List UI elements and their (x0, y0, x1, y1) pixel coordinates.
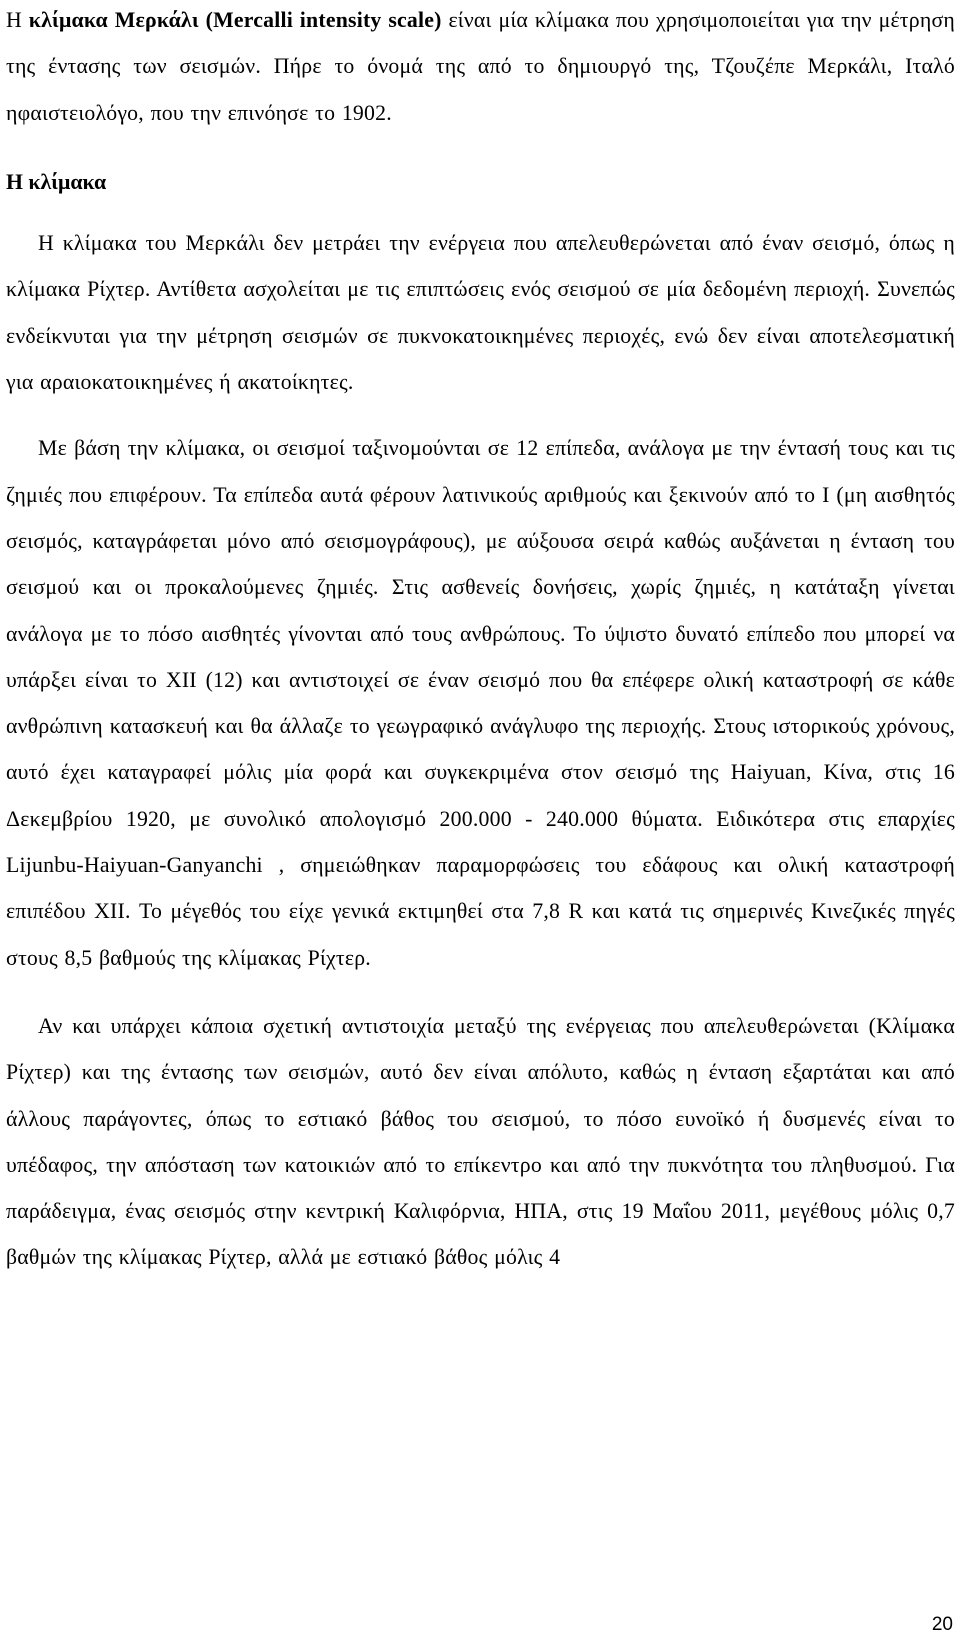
intro-prefix: Η (6, 8, 29, 32)
intro-text: είναι μία κλίμακα που χρησιμοποιείται για την μέτρηση της έντασης των σεισμών. Πήρε το όνομά της από το δημιουργό της, Τζουζέπε Μερκάλι, Ιταλό ηφαιστειολόγο, που την επινόησε το 1902. (6, 8, 955, 125)
paragraph-1: Η κλίμακα του Μερκάλι δεν μετράει την ενέργεια που απελευθερώνεται από έναν σεισμό, όπως η κλίμακα Ρίχτερ. Αντίθετα ασχολείται με τις επιπτώσεις ενός σεισμού σε μία δεδομένη περιοχή. Συνεπώς ενδείκνυται για την μέτρηση σεισμών σε πυκνοκατοικημένες περιοχές, ενώ δεν είναι αποτελεσματική για αραιοκατοικημένες ή ακατοίκητες. (6, 231, 955, 395)
intro-paragraph (6, 0, 955, 136)
paragraph-3: Αν και υπάρχει κάποια σχετική αντιστοιχία μεταξύ της ενέργειας που απελευθερώνεται (Κλίμακα Ρίχτερ) και της έντασης των σεισμών, αυτό δεν είναι απόλυτο, καθώς η ένταση εξαρτάται και από άλλους παράγοντες, όπως το εστιακό βάθος του σεισμού, το πόσο ευνοϊκό ή δυσμενές είναι το υπέδαφος, την απόσταση των κατοικιών από το επίκεντρο και από την πυκνότητα του πληθυσμού. Για παράδειγμα, ένας σεισμός στην κεντρική Καλιφόρνια, ΗΠΑ, στις 19 Μαΐου 2011, μεγέθους μόλις 0,7 βαθμών της κλίμακας Ρίχτερ, αλλά με εστιακό βάθος μόλις 4 (6, 1013, 955, 1270)
document-body (6, 0, 955, 1281)
page-number: 20 (931, 1614, 953, 1635)
intro-bold-term: κλίμακα Μερκάλι (Mercalli intensity scale) (28, 8, 442, 32)
paragraph-2: Με βάση την κλίμακα, οι σεισμοί ταξινομούνται σε 12 επίπεδα, ανάλογα με την έντασή τους και τις ζημιές που επιφέρουν. Τα επίπεδα αυτά φέρουν λατινικούς αριθμούς και ξεκινούν από το I (μη αισθητός σεισμός, καταγράφεται μόνο από σεισμογράφους), με αύξουσα σειρά καθώς αυξάνεται η ένταση του σεισμού και οι προκαλούμενες ζημιές. Στις ασθενείς δονήσεις, χωρίς ζημιές, η κατάταξη γίνεται ανάλογα με το πόσο αισθητές γίνονται από τους ανθρώπους. Το ύψιστο δυνατό επίπεδο που μπορεί να υπάρξει είναι το XII (12) και αντιστοιχεί σε έναν σεισμό που θα επέφερε ολική καταστροφή σε κάθε ανθρώπινη κατασκευή και θα άλλαζε το γεωγραφικό ανάγλυφο της περιοχής. Στους ιστορικούς χρόνους, αυτό έχει καταγραφεί μόλις μία φορά και συγκεκριμένα στον σεισμό της Haiyuan, Κίνα, στις 16 Δεκεμβρίου 1920, με συνολικό απολογισμό 200.000 - 240.000 θύματα. Ειδικότερα στις επαρχίες Lijunbu-Haiyuan-Ganyanchi , σημειώθηκαν παραμορφώσεις του εδάφους και ολική καταστροφή επιπέδου XII. Το μέγεθός του είχε γενικά εκτιμηθεί στα 7,8 R και κατά τις σημερινές Κινεζικές πηγές στους 8,5 βαθμούς της κλίμακας Ρίχτερ. (6, 436, 955, 970)
section-heading: Η κλίμακα (6, 169, 107, 194)
